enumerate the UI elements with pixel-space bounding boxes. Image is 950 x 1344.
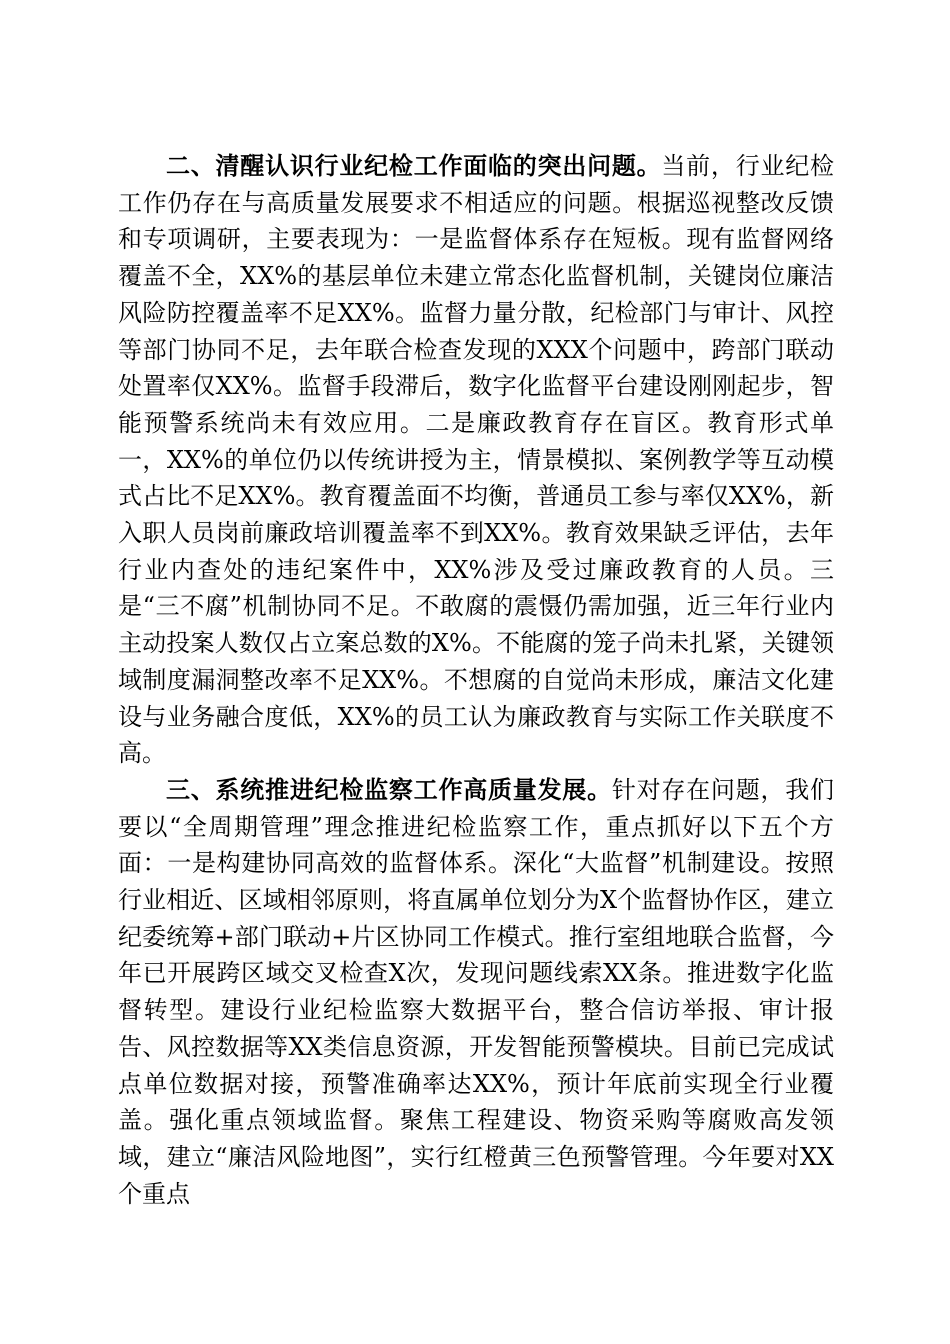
paragraph-measures [118,772,834,1212]
paragraph-problems [118,148,834,772]
paragraph-text: 针对存在问题，我们要以“全周期管理”理念推进纪检监察工作，重点抓好以下五个方面：一是构建协同高效的监督体系。深化“大监督”机制建设。按照行业相近、区域相邻原则，将直属单位划分为X个监督协作区，建立纪委统筹+部门联动+片区协同工作模式。推行室组地联合监督，今年已开展跨区域交叉检查X次，发现问题线索XX条。推进数字化监督转型。建设行业纪检监察大数据平台，整合信访举报、审计报告、风控数据等XX类信息资源，开发智能预警模块。目前已完成试点单位数据对接，预警准确率达XX%，预计年底前实现全行业覆盖。强化重点领域监督。聚焦工程建设、物资采购等腐败高发领域，建立“廉洁风险地图”，实行红橙黄三色预警管理。今年要对XX个重点 [118,775,835,1208]
paragraph-text: 当前，行业纪检工作仍存在与高质量发展要求不相适应的问题。根据巡视整改反馈和专项调研，主要表现为：一是监督体系存在短板。现有监督网络覆盖不全，XX%的基层单位未建立常态化监督机制，关键岗位廉洁风险防控覆盖率不足XX%。监督力量分散，纪检部门与审计、风控等部门协同不足，去年联合检查发现的XXX个问题中，跨部门联动处置率仅XX%。监督手段滞后，数字化监督平台建设刚刚起步，智能预警系统尚未有效应用。二是廉政教育存在盲区。教育形式单一，XX%的单位仍以传统讲授为主，情景模拟、案例教学等互动模式占比不足XX%。教育覆盖面不均衡，普通员工参与率仅XX%，新入职人员岗前廉政培训覆盖率不到XX%。教育效果缺乏评估，去年行业内查处的违纪案件中，XX%涉及受过廉政教育的人员。三是“三不腐”机制协同不足。不敢腐的震慑仍需加强，近三年行业内主动投案人数仅占立案总数的X%。不能腐的笼子尚未扎紧，关键领域制度漏洞整改率不足XX%。不想腐的自觉尚未形成，廉洁文化建设与业务融合度低，XX%的员工认为廉政教育与实际工作关联度不高。 [118,152,835,768]
section-heading-measures: 三、系统推进纪检监察工作高质量发展。 [166,775,612,804]
document-body [118,148,834,1212]
section-heading-problems: 二、清醒认识行业纪检工作面临的突出问题。 [166,152,662,180]
